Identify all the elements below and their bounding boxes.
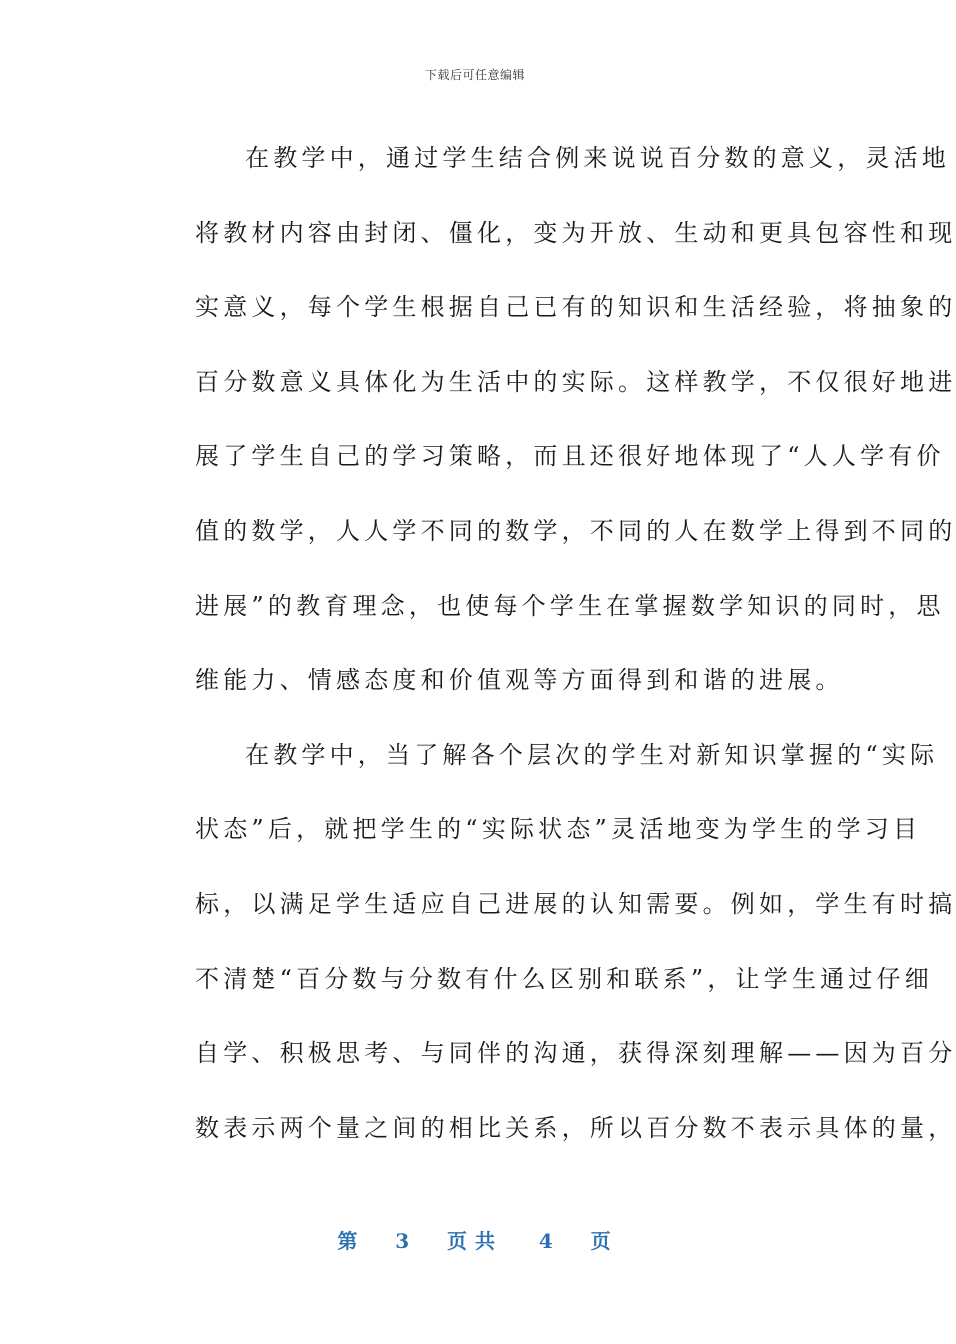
paragraph-line: 在教学中，当了解各个层次的学生对新知识掌握的“实际 <box>245 740 939 769</box>
footer-suffix: 页 <box>590 1229 613 1253</box>
paragraph-line: 自学、积极思考、与同伴的沟通，获得深刻理解——因为百分 <box>195 1039 956 1068</box>
paragraph-line: 维能力、情感态度和价值观等方面得到和谐的进展。 <box>195 666 844 695</box>
paragraph-1 <box>145 121 956 718</box>
paragraph-line: 百分数意义具体化为生活中的实际。这样教学，不仅很好地进 <box>195 367 956 396</box>
paragraph-line: 标，以满足学生适应自己进展的认知需要。例如，学生有时搞 <box>195 889 956 918</box>
page-header: 下载后可任意编辑 <box>424 68 525 82</box>
footer-total-pages: 4 <box>538 1229 555 1253</box>
paragraph-line: 进展”的教育理念，也使每个学生在掌握数学知识的同时，思 <box>195 591 945 620</box>
paragraph-line: 数表示两个量之间的相比关系，所以百分数不表示具体的量， <box>195 1113 956 1142</box>
paragraph-line: 实意义，每个学生根据自己已有的知识和生活经验，将抽象的 <box>195 293 956 322</box>
document-body <box>145 121 956 1165</box>
footer-middle: 页共 <box>447 1229 503 1253</box>
footer-prefix: 第 <box>337 1229 360 1253</box>
paragraph-line: 展了学生自己的学习策略，而且还很好地体现了“人人学有价 <box>195 442 945 471</box>
page-footer <box>0 1225 950 1254</box>
paragraph-2 <box>145 718 956 1166</box>
footer-current-page: 3 <box>395 1229 412 1253</box>
paragraph-line: 在教学中，通过学生结合例来说说百分数的意义，灵活地 <box>245 144 950 172</box>
paragraph-line: 将教材内容由封闭、僵化，变为开放、生动和更具包容性和现 <box>195 218 956 247</box>
paragraph-line: 状态”后，就把学生的“实际状态”灵活地变为学生的学习目 <box>195 815 922 844</box>
paragraph-line: 值的数学，人人学不同的数学，不同的人在数学上得到不同的 <box>195 516 956 545</box>
paragraph-line: 不清楚“百分数与分数有什么区别和联系”，让学生通过仔细 <box>195 964 933 993</box>
